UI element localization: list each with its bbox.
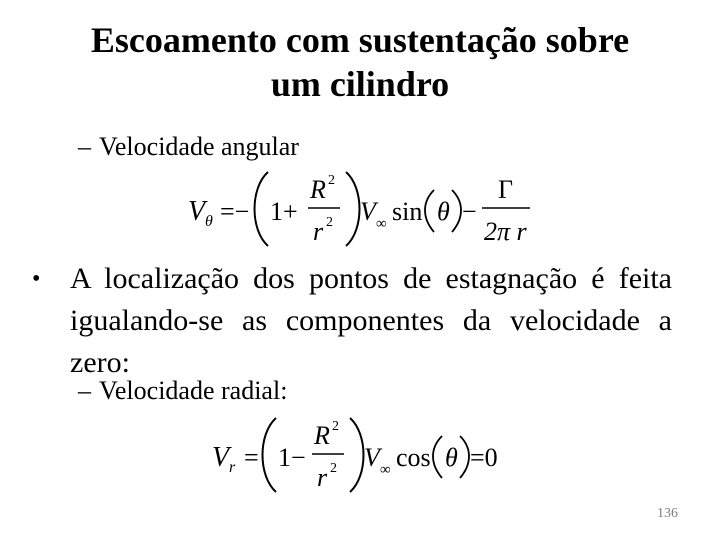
eq1-r: r (313, 217, 324, 246)
eq2-lhs-sub: r (229, 459, 236, 476)
eq2-one-minus: 1− (278, 443, 306, 472)
sub-dash: – (78, 376, 91, 405)
bullet-text: A localização dos pontos de estagnação é feita igualando-se as componentes da velocidade a zero: (70, 262, 672, 379)
eq2-r: r (317, 463, 328, 492)
eq2-r-sup: 2 (330, 461, 337, 476)
eq1-V: V (360, 197, 376, 226)
page-number: 136 (657, 506, 678, 521)
eq1-theta: θ (437, 197, 450, 226)
equation-radial-velocity (204, 412, 514, 503)
slide-title (40, 18, 680, 106)
eq1-r-sup: 2 (326, 215, 333, 230)
eq2-R: R (314, 421, 330, 450)
eq2-V: V (364, 443, 380, 472)
sub-label: Velocidade radial: (99, 376, 288, 405)
eq1-V-inf: ∞ (376, 216, 387, 232)
eq2-cos-rparen (460, 436, 469, 478)
eq1-equals-minus: =− (220, 197, 250, 226)
eq2-left-paren (263, 418, 277, 492)
sub-dash: – (78, 132, 91, 161)
title-line-2: um cilindro (270, 64, 450, 104)
bullet-stagnation-points (32, 258, 672, 384)
eq1-lhs: V (188, 196, 206, 227)
sub-label: Velocidade angular (99, 132, 299, 161)
subheading-radial-velocity (78, 376, 287, 406)
eq2-V-inf: ∞ (380, 462, 391, 478)
subheading-angular-velocity (78, 132, 299, 162)
equation-2-svg (204, 412, 514, 498)
equation-angular-velocity (180, 166, 540, 257)
eq2-lhs: V (212, 442, 230, 473)
eq2-R-sup: 2 (332, 419, 339, 434)
eq1-R: R (310, 175, 326, 204)
eq1-Gamma: Γ (498, 175, 514, 204)
eq2-cos-lparen (433, 436, 442, 478)
eq1-left-paren (255, 172, 269, 246)
eq1-right-paren (346, 172, 360, 246)
eq1-two-pi-r: 2π r (484, 217, 527, 246)
eq1-sin-rparen (452, 190, 461, 232)
eq1-minus: − (462, 197, 477, 226)
eq2-theta: θ (445, 443, 458, 472)
eq1-sin-lparen (425, 190, 434, 232)
eq1-sin: sin (392, 197, 423, 226)
equation-1-svg (180, 166, 540, 252)
eq2-cos: cos (396, 443, 431, 472)
eq2-right-paren (350, 418, 364, 492)
eq1-one-plus: 1+ (270, 197, 298, 226)
eq2-equals: = (244, 443, 259, 472)
eq2-equals-zero: =0 (470, 443, 498, 472)
bullet-symbol: • (32, 266, 41, 292)
eq1-lhs-sub: θ (205, 213, 213, 230)
eq1-R-sup: 2 (328, 173, 335, 188)
title-line-1: Escoamento com sustentação sobre (90, 20, 630, 60)
